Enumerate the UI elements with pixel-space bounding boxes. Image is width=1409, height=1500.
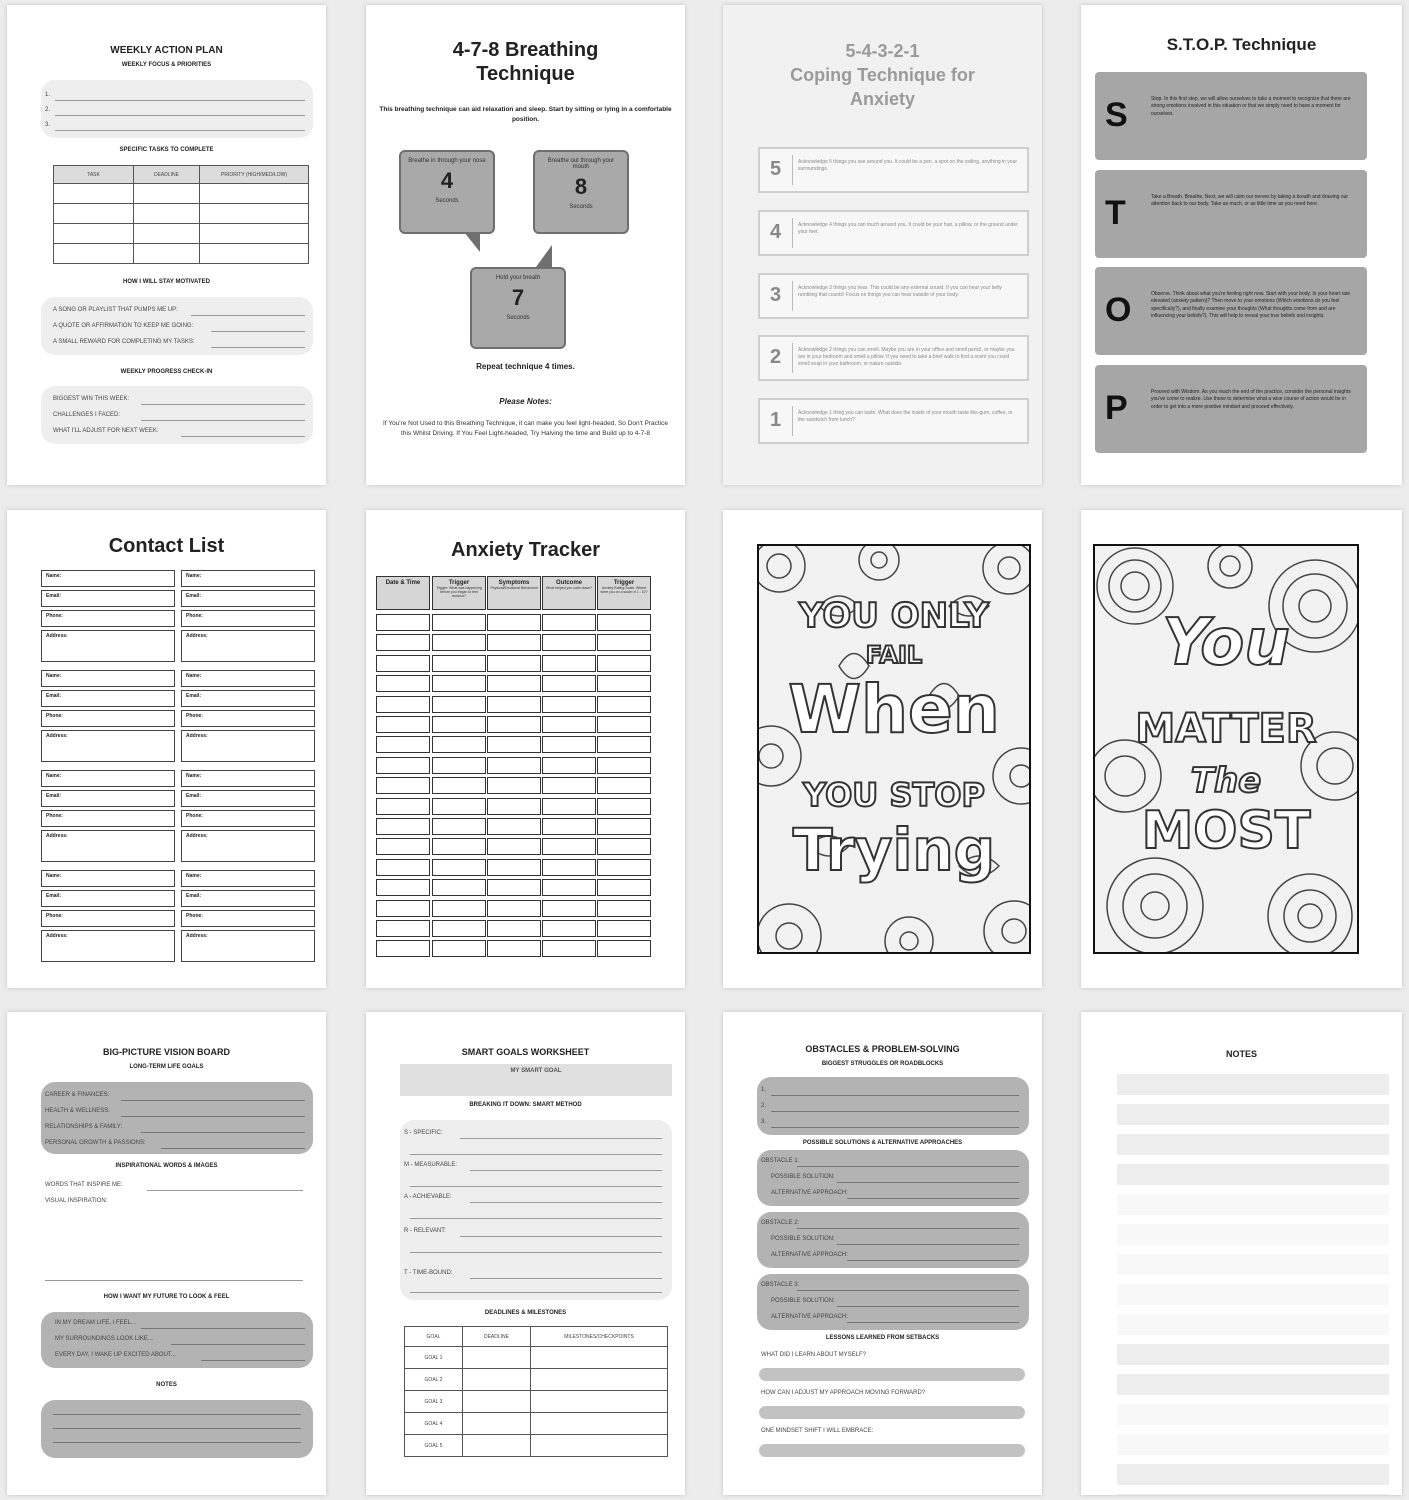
tracker-cell[interactable]: [376, 634, 430, 651]
goals-block: CAREER & FINANCES: HEALTH & WELLNESS: RELATIONSHIPS & FAMILY: PERSONAL GROWTH & PASSIONS:: [41, 1082, 313, 1154]
contact-field[interactable]: Email:: [181, 890, 315, 907]
notes-line[interactable]: [1117, 1254, 1389, 1275]
stop-step: P Proceed with Wisdom. As you reach the end of the practice, consider the personal insights you've come to realize. Use these to determine what a wise course of action would be in order to get into a more positive mindset and proceed effectively.: [1095, 365, 1367, 453]
tracker-cell[interactable]: [597, 655, 651, 672]
tracker-cell[interactable]: [597, 818, 651, 835]
contact-field[interactable]: Phone:: [181, 710, 315, 727]
tracker-header: Outcome What helped you calm down?: [542, 576, 596, 610]
obstacle-block: OBSTACLE 3: POSSIBLE SOLUTION: ALTERNATIVE APPROACH:: [757, 1274, 1029, 1330]
section-title: POSSIBLE SOLUTIONS & ALTERNATIVE APPROACHES: [802, 1140, 963, 1146]
tracker-cell[interactable]: [432, 777, 486, 794]
quote-line: The: [1190, 761, 1262, 801]
notes-line[interactable]: [1117, 1104, 1389, 1125]
page-title: NOTES: [1225, 1049, 1257, 1059]
stop-step: T Take a Breath. Breathe, Next, we will calm our nerves by taking a breath and drawing our attention back to our body. Take as much, or as little time as you need here.: [1095, 170, 1367, 258]
tracker-cell[interactable]: [432, 614, 486, 631]
tracker-cell[interactable]: [376, 818, 430, 835]
tracker-cell[interactable]: [597, 757, 651, 774]
tracker-cell[interactable]: [542, 777, 596, 794]
answer-bar: [759, 1444, 1025, 1457]
contact-field[interactable]: Name:: [181, 570, 315, 587]
focus-block: 1. 2. 3.: [41, 80, 313, 138]
tracker-cell[interactable]: [487, 798, 541, 815]
tracker-cell[interactable]: [376, 655, 430, 672]
notes-line[interactable]: [1117, 1494, 1389, 1495]
tracker-cell[interactable]: [432, 736, 486, 753]
notes-line[interactable]: [1117, 1464, 1389, 1485]
tracker-cell[interactable]: [542, 614, 596, 631]
tracker-cell[interactable]: [597, 920, 651, 937]
notes-line[interactable]: [1117, 1194, 1389, 1215]
coping-step: 1 Acknowledge 1 thing you can taste. What does the inside of your mouth taste like-gum, coffee, or the sandwich from lunch?: [758, 398, 1029, 444]
contact-field[interactable]: Phone:: [41, 910, 175, 927]
tracker-cell[interactable]: [487, 716, 541, 733]
tracker-cell[interactable]: [376, 757, 430, 774]
section-title: NOTES: [156, 1382, 177, 1388]
contact-field[interactable]: Name:: [41, 870, 175, 887]
contact-field[interactable]: Email:: [41, 690, 175, 707]
tracker-cell[interactable]: [432, 920, 486, 937]
tracker-cell[interactable]: [432, 634, 486, 651]
tracker-cell[interactable]: [542, 716, 596, 733]
contact-field[interactable]: Address:: [41, 930, 175, 962]
tracker-cell[interactable]: [432, 900, 486, 917]
tracker-cell[interactable]: [376, 940, 430, 957]
quote-line: YOU ONLY: [798, 596, 990, 636]
my-goal-box: MY SMART GOAL: [400, 1064, 672, 1096]
tracker-cell[interactable]: [376, 879, 430, 896]
tracker-cell[interactable]: [597, 634, 651, 651]
tracker-cell[interactable]: [376, 736, 430, 753]
tracker-cell[interactable]: [376, 675, 430, 692]
contact-field[interactable]: Phone:: [41, 810, 175, 827]
tracker-cell[interactable]: [376, 696, 430, 713]
tracker-cell[interactable]: [432, 879, 486, 896]
notes-line[interactable]: [1117, 1284, 1389, 1305]
tracker-cell[interactable]: [376, 614, 430, 631]
tracker-cell[interactable]: [432, 838, 486, 855]
contact-card: [41, 670, 175, 765]
contact-field[interactable]: Phone:: [181, 610, 315, 627]
tracker-cell[interactable]: [597, 675, 651, 692]
tracker-header: Trigger Trigger: What was happening before you began to feel anxious?: [432, 576, 486, 610]
tracker-cell[interactable]: [597, 614, 651, 631]
coping-technique-page: [723, 5, 1042, 485]
tracker-cell[interactable]: [432, 655, 486, 672]
tracker-cell[interactable]: [542, 696, 596, 713]
notes-line[interactable]: [1117, 1434, 1389, 1455]
tracker-cell[interactable]: [432, 757, 486, 774]
page-title-line3: Anxiety: [849, 89, 916, 109]
tracker-cell[interactable]: [597, 696, 651, 713]
tracker-cell[interactable]: [487, 777, 541, 794]
stop-step: S Stop. In this first step, we will allow ourselves to take a moment to recognize that there are strong emotions involved in this situation or that we simply need to have a moment for ourselves.: [1095, 72, 1367, 160]
notes-line[interactable]: [1117, 1314, 1389, 1335]
page-title: Anxiety Tracker: [451, 539, 600, 561]
contact-field[interactable]: Email:: [41, 890, 175, 907]
obstacles-page: OBSTACLES & PROBLEM-SOLVING BIGGEST STRUGGLES OR ROADBLOCKS 1. 2. 3. POSSIBLE SOLUTIONS & ALTERNATIVE APPROACHES OBSTACLE 1: POSSIBLE SOLUTION: ALTERNATIVE APPROACH: OBSTACLE 2: POSSIBLE SOLUTION: ALTERNATIVE APPROACH: OBSTACLE 3: POSSIBLE SOLUTION: ALTERNATIVE APPROACH: LESSONS LEARNED FROM SETBACKS WHAT DID I LEARN ABOUT MYSELF? HOW CAN I ADJUST MY APPROACH MOVING FORWARD? ONE MINDSET SHIFT I WILL EMBRACE:: [723, 1012, 1042, 1495]
section-title: DEADLINES & MILESTONES: [484, 1310, 567, 1316]
stop-step: O Observe. Think about what you're feeling right now. Start with your body. Is your heart rate elevated (anxiety pattern)? Then move to your emotions (Which emotions do you feel specifically?), and finally examine your thoughts (What thoughts come from and are influencing your beliefs?). This will help to reveal your true beliefs and insights.: [1095, 267, 1367, 355]
obstacle-block: OBSTACLE 2: POSSIBLE SOLUTION: ALTERNATIVE APPROACH:: [757, 1212, 1029, 1268]
contact-field[interactable]: Address:: [41, 830, 175, 862]
tracker-cell[interactable]: [542, 655, 596, 672]
answer-bar: [759, 1368, 1025, 1381]
notes-line[interactable]: [1117, 1374, 1389, 1395]
quote-line: YOU STOP: [803, 776, 985, 814]
coloring-art: [1093, 544, 1359, 954]
tracker-cell[interactable]: [487, 634, 541, 651]
contact-card: [41, 570, 175, 665]
page-title: 4-7-8 Breathing: [452, 39, 599, 61]
contact-field[interactable]: Phone:: [181, 910, 315, 927]
tasks-table: TASK DEADLINE PRIORITY (HIGH/MED/LOW): [53, 165, 309, 264]
repeat-text: Repeat technique 4 times.: [476, 362, 575, 371]
tracker-cell[interactable]: [542, 757, 596, 774]
contact-field[interactable]: Phone:: [41, 710, 175, 727]
tracker-cell[interactable]: [542, 634, 596, 651]
contact-list-page: [7, 510, 326, 988]
tracker-cell[interactable]: [376, 798, 430, 815]
tracker-cell[interactable]: [432, 716, 486, 733]
coping-step: 4 Acknowledge 4 things you can touch around you. It could be your hair, a pillow, or the ground under your feet.: [758, 210, 1029, 256]
notes-line[interactable]: [1117, 1074, 1389, 1095]
contact-field[interactable]: Name:: [41, 770, 175, 787]
section-title: WEEKLY FOCUS & PRIORITIES: [121, 62, 212, 68]
tracker-cell[interactable]: [487, 900, 541, 917]
tracker-header: Date & Time: [376, 576, 430, 610]
tracker-cell[interactable]: [432, 818, 486, 835]
contact-field[interactable]: Email:: [181, 690, 315, 707]
section-title: WEEKLY PROGRESS CHECK-IN: [120, 369, 213, 375]
page-title: WEEKLY ACTION PLAN: [110, 45, 223, 56]
contact-field[interactable]: Address:: [41, 630, 175, 662]
tracker-cell[interactable]: [597, 940, 651, 957]
page-title: 5-4-3-2-1: [845, 41, 920, 61]
section-title: BIGGEST STRUGGLES OR ROADBLOCKS: [821, 1061, 944, 1067]
tracker-cell[interactable]: [487, 675, 541, 692]
section-title: INSPIRATIONAL WORDS & IMAGES: [115, 1163, 218, 1169]
contact-field[interactable]: Email:: [41, 790, 175, 807]
tracker-cell[interactable]: [542, 818, 596, 835]
tracker-cell[interactable]: [542, 838, 596, 855]
progress-block: BIGGEST WIN THIS WEEK: CHALLENGES I FACED: WHAT I'LL ADJUST FOR NEXT WEEK:: [41, 386, 313, 444]
quote-line: You: [1162, 606, 1290, 680]
hold-bubble: Hold your breath 7 Seconds: [470, 267, 566, 349]
tracker-cell[interactable]: [487, 940, 541, 957]
struggles-block: 1. 2. 3.: [757, 1077, 1029, 1135]
contact-card: [41, 870, 175, 965]
tracker-cell[interactable]: [542, 798, 596, 815]
contact-field[interactable]: Address:: [181, 930, 315, 962]
tracker-cell[interactable]: [376, 900, 430, 917]
tracker-cell[interactable]: [542, 940, 596, 957]
notes-block: [41, 1400, 313, 1458]
coping-step: 2 Acknowledge 2 things you can smell. Maybe you are in your office and smell pencil, or maybe you are in your bedroom and smell a pillow. If you need to take a brief walk to find a scent you could smell soap in your bathroom, or nature outside.: [758, 335, 1029, 381]
coloring-page-1: [723, 510, 1042, 988]
tracker-cell[interactable]: [487, 736, 541, 753]
contact-field[interactable]: Address:: [181, 630, 315, 662]
tracker-cell[interactable]: [597, 736, 651, 753]
tracker-header: Trigger Anxiety Rating Scale: Where were you on a scale of 1 - 10?: [597, 576, 651, 610]
tracker-cell[interactable]: [487, 614, 541, 631]
notes-text: If You're Not Used to this Breathing Technique, it can make you feel light-headed, So Don't Practice this Whilst Driving. If You Feel Light-headed, Try Halving the time and Build up to 4-7-8: [383, 420, 668, 437]
tracker-cell[interactable]: [542, 736, 596, 753]
tracker-cell[interactable]: [487, 655, 541, 672]
contact-field[interactable]: Name:: [41, 570, 175, 587]
contact-field[interactable]: Phone:: [41, 610, 175, 627]
tracker-cell[interactable]: [432, 859, 486, 876]
quote-line: MATTER: [1135, 706, 1317, 752]
tracker-cell[interactable]: [597, 859, 651, 876]
page-title-line2: Technique: [476, 63, 575, 85]
stop-technique-page: [1081, 5, 1402, 485]
section-title: SPECIFIC TASKS TO COMPLETE: [119, 147, 214, 153]
tracker-cell[interactable]: [432, 696, 486, 713]
tracker-cell[interactable]: [542, 920, 596, 937]
page-title: OBSTACLES & PROBLEM-SOLVING: [805, 1044, 960, 1054]
tracker-cell[interactable]: [542, 900, 596, 917]
tracker-cell[interactable]: [487, 879, 541, 896]
page-title: BIG-PICTURE VISION BOARD: [102, 1047, 230, 1057]
tracker-cell[interactable]: [376, 716, 430, 733]
intro-text: This breathing technique can aid relaxation and sleep. Start by sitting or lying in a comfortable position.: [379, 106, 672, 123]
motivated-block: A SONG OR PLAYLIST THAT PUMPS ME UP: A QUOTE OR AFFIRMATION TO KEEP ME GOING: A SMALL REWARD FOR COMPLETING MY TASKS:: [41, 297, 313, 355]
tracker-cell[interactable]: [376, 777, 430, 794]
notes-line[interactable]: [1117, 1164, 1389, 1185]
page-title: Contact List: [108, 535, 225, 557]
page-title-line2: Coping Technique for: [790, 65, 975, 85]
milestones-table: GOAL DEADLINE MILESTONES/CHECKPOINTS GOAL 1 GOAL 2 GOAL 3 GOAL 4 GOAL 5: [404, 1326, 668, 1457]
tracker-cell[interactable]: [542, 859, 596, 876]
tracker-cell[interactable]: [487, 696, 541, 713]
contact-field[interactable]: Phone:: [181, 810, 315, 827]
contact-field[interactable]: Email:: [181, 790, 315, 807]
contact-field[interactable]: Name:: [181, 870, 315, 887]
bubble-tail: [536, 245, 552, 267]
contact-card: [181, 570, 315, 665]
tracker-cell[interactable]: [432, 940, 486, 957]
notes-line[interactable]: [1117, 1224, 1389, 1245]
notes-title: Please Notes:: [499, 397, 552, 406]
contact-field[interactable]: Name:: [41, 670, 175, 687]
notes-page: [1081, 1012, 1402, 1495]
contact-field[interactable]: Email:: [41, 590, 175, 607]
quote-line: FAIL: [865, 641, 923, 669]
method-block: S - SPECIFIC: M - MEASURABLE: A - ACHIEVABLE: R - RELEVANT: T - TIME-BOUND:: [400, 1120, 672, 1300]
coping-step: 3 Acknowledge 3 things you hear. This could be any external sound. If you can hear your belly rumbling that counts! Focus on things you can hear outside of your body.: [758, 273, 1029, 319]
notes-line[interactable]: [1117, 1404, 1389, 1425]
tracker-cell[interactable]: [597, 777, 651, 794]
weekly-action-plan-page: [7, 5, 326, 485]
tracker-cell[interactable]: [597, 838, 651, 855]
smart-goals-page: [366, 1012, 685, 1495]
breathing-technique-page: [366, 5, 685, 485]
notes-line[interactable]: [1117, 1134, 1389, 1155]
tracker-cell[interactable]: [376, 920, 430, 937]
bubble-tail: [464, 232, 480, 252]
tracker-cell[interactable]: [597, 798, 651, 815]
contact-card: [181, 770, 315, 865]
tracker-cell[interactable]: [542, 879, 596, 896]
coping-step: 5 Acknowledge 5 things you see around you. It could be a pen, a spot on the ceiling, anything in your surroundings.: [758, 147, 1029, 193]
contact-field[interactable]: Email:: [181, 590, 315, 607]
section-title: HOW I WANT MY FUTURE TO LOOK & FEEL: [103, 1294, 230, 1300]
tracker-cell[interactable]: [376, 859, 430, 876]
inhale-bubble: Breathe in through your nose 4 Seconds: [399, 150, 495, 234]
answer-bar: [759, 1406, 1025, 1419]
tracker-cell[interactable]: [487, 920, 541, 937]
quote-line: Trying: [792, 816, 996, 884]
quote-line: When: [788, 671, 1000, 748]
tracker-cell[interactable]: [487, 757, 541, 774]
obstacle-block: OBSTACLE 1: POSSIBLE SOLUTION: ALTERNATIVE APPROACH:: [757, 1150, 1029, 1206]
notes-line[interactable]: [1117, 1344, 1389, 1365]
section-title: LONG-TERM LIFE GOALS: [129, 1064, 204, 1070]
contact-card: [181, 670, 315, 765]
section-title: HOW I WILL STAY MOTIVATED: [123, 279, 210, 285]
contact-field[interactable]: Name:: [181, 670, 315, 687]
contact-field[interactable]: Address:: [41, 730, 175, 762]
tracker-cell[interactable]: [597, 716, 651, 733]
page-title: S.T.O.P. Technique: [1166, 35, 1317, 54]
contact-card: [41, 770, 175, 865]
exhale-bubble: Breathe out through your mouth 8 Seconds: [533, 150, 629, 234]
vision-board-page: BIG-PICTURE VISION BOARD LONG-TERM LIFE GOALS CAREER & FINANCES: HEALTH & WELLNESS: RELATIONSHIPS & FAMILY: PERSONAL GROWTH & PASSIONS: INSPIRATIONAL WORDS & IMAGES WORDS THAT INSPIRE ME: VISUAL INSPIRATION: HOW I WANT MY FUTURE TO LOOK & FEEL IN MY DREAM LIFE, I FEEL... MY SURROUNDINGS LOOK LIKE... EVERY DAY, I WAKE UP EXCITED ABOUT... NOTES: [7, 1012, 326, 1495]
section-title: LESSONS LEARNED FROM SETBACKS: [825, 1335, 940, 1341]
contact-field[interactable]: Name:: [181, 770, 315, 787]
tracker-cell[interactable]: [487, 818, 541, 835]
tracker-cell[interactable]: [542, 675, 596, 692]
anxiety-tracker-page: [366, 510, 685, 988]
tracker-cell[interactable]: [376, 838, 430, 855]
coloring-art: [757, 544, 1031, 954]
tracker-cell[interactable]: [432, 675, 486, 692]
tracker-cell[interactable]: [597, 900, 651, 917]
contact-field[interactable]: Address:: [181, 730, 315, 762]
contact-card: [181, 870, 315, 965]
page-title: SMART GOALS WORKSHEET: [461, 1047, 590, 1057]
tracker-cell[interactable]: [432, 798, 486, 815]
tracker-cell[interactable]: [487, 859, 541, 876]
tracker-header: Symptoms Physical/Emotional Behavioral: [487, 576, 541, 610]
quote-line: MOST: [1141, 801, 1311, 861]
coloring-page-2: [1081, 510, 1402, 988]
future-block: IN MY DREAM LIFE, I FEEL... MY SURROUNDINGS LOOK LIKE... EVERY DAY, I WAKE UP EXCITED ABOUT...: [41, 1312, 313, 1368]
tracker-cell[interactable]: [597, 879, 651, 896]
contact-field[interactable]: Address:: [181, 830, 315, 862]
section-title: BREAKING IT DOWN: SMART METHOD: [469, 1102, 582, 1108]
tracker-cell[interactable]: [487, 838, 541, 855]
